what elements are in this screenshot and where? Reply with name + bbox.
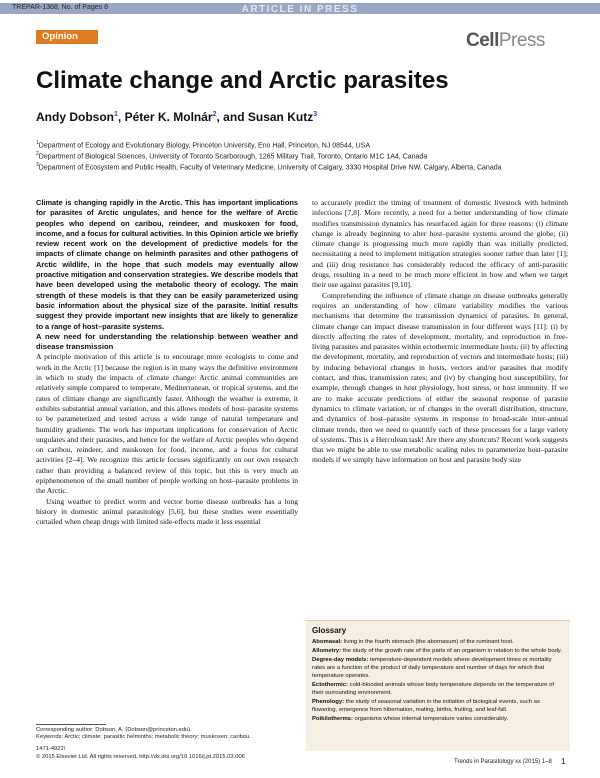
affiliation: $^3$Department of Ecosystem and Public Health, Faculty of Veterinary Medicine, University of Calgary, 3330 Hospital Drive NW, Calgary, Alberta, Canada [36, 162, 502, 172]
glossary-item: Degree-day models: temperature-dependent models where development times or mortality rates are a function of the product of daily temperature and number of days for which that temperature operates. [312, 657, 552, 679]
glossary-item: Ectothermic: cold-blooded animals whose body temperature depends on the temperature of their surrounding environment. [312, 682, 554, 696]
author-name[interactable]: Susan Kutz [247, 110, 314, 124]
body-paragraph: A principle motivation of this article is to encourage more ecologists to come and work in the Arctic [1] because the region is in many ways the definitive environment in which to study the impacts of climate change: Arctic animal communities are relatively simple compared to temperate, Mediterranean, or tropical systems, and the rates of climate change are significantly faster. Although the weather is extreme, it exhibits substantial annual variation, and this allows models of host–parasite systems to be parameterized and tested across a wide range of natural temperature and humidity gradients. The work has important implications for conservation of Arctic ungulates and their parasites, and hence for the welfare of Arctic peoples who depend on caribou, reindeer, and muskoxen for food, income, and a focus for cultural activities [2–4]. We recognize this article focuses significantly on our own research rather than providing a balanced review of this topic, but this is very much an epiphenomenon of the small number of people working on host–parasite problems in the Arctic. [36, 352, 298, 496]
copyright-doi[interactable]: © 2015 Elsevier Ltd. All rights reserved. http://dx.doi.org/10.1016/j.pt.2015.03.006 [36, 754, 245, 760]
glossary-item: Abomasal: living in the fourth stomach (the abomasum) of the ruminant host. [312, 639, 514, 645]
keywords: Keywords: Arctic; climate; parasitic helminths; metabolic theory; muskoxen; caribou. [36, 734, 251, 740]
left-column [36, 198, 298, 528]
article-title: Climate change and Arctic parasites [36, 67, 449, 94]
section-tag: Opinion [36, 30, 98, 44]
page-number: 1 [561, 757, 566, 766]
abstract: Climate is changing rapidly in the Arctic. This has important implications for parasites of Arctic ungulates, and hence for the welfare of Arctic peoples who depend on caribou, reindeer, and muskoxen for food, income, and a focus for cultural activities. In this Opinion article we briefly review recent work on the development of predictive models for the impacts of climate change on helminth parasites and other pathogens of Arctic wildlife, in the hope that such models may eventually allow proactive mitigation and conservation strategies. We describe models that have been developed using the metabolic theory of ecology. The main strength of these models is that they can be easily parameterized using basic information about the physical size of the parasite. Initial results suggest they provide important new insights that are likely to generalize to a range of host–parasite systems. [36, 198, 298, 331]
glossary-title: Glossary [312, 626, 347, 635]
issn: 1471-4922/ [36, 746, 66, 752]
body-paragraph: Comprehending the influence of climate change on disease outbreaks generally requires an understanding of how climate variability modifies the various mechanisms that determine the transmission dynamics of parasites. In general, climate change can impact disease transmission in four different ways [11]: (i) by directly affecting the rates of development, mortality, and reproduction in free-living parasites and parasites within ectothermic intermediate hosts; (ii) by affecting the development, mortality, and reproduction of vectors and intermediate hosts; (iii) by inducing behavioral changes in hosts, vectors and/or parasites that modify contact, and thus, transmission rates; and (iv) by changing host susceptibility, for example, through changes in host physiology, host stress, or host immunity. If we are to make accurate predictions of either the seasonal response of parasite dynamics to climate variation, or of changes in the overall distribution, structure, and dynamics of host–parasite systems in response to broad-scale inter-annual climate trends, then we need to quantify each of these processes for a large variety of systems. This is a Herculean task! Are there any shortcuts? Recent work suggests that we might be able to use metabolic scaling rules to parameterize host–parasite models if we simply have information on host and parasite body size [312, 290, 568, 465]
author-name[interactable]: Péter K. Molnár [124, 110, 213, 124]
body-paragraph: to accurately predict the timing of treatment of domestic livestock with helminth infections [7,8]. More recently, a need for a better understanding of how climate modifies transmission dynamics has resurfaced again for three reasons: (i) climate change is already beginning to alter host–parasite systems around the globe; (ii) climate change is progressing much more rapidly than was initially predicted, necessitating a need to implement mitigation strategies sooner rather than later [1]; and (iii) drug resistance has considerably reduced the efficacy of anti-parasitic drugs, resulting in a need to be much more efficient in how and when we target their use against parasites [9,10]. [312, 198, 568, 290]
glossary-item: Allometry: the study of the growth rate of the parts of an organism in relation to the whole body. [312, 648, 563, 654]
body-paragraph: Using weather to predict worm and vector borne disease outbreaks has a long history in domestic animal parasitology [5,6], but these studies were essentially curtailed when cheap drugs with limited side-effects made it less essential [36, 496, 298, 527]
in-press-label: ARTICLE IN PRESS [241, 4, 359, 15]
author-name[interactable]: Andy Dobson [36, 110, 114, 124]
affiliation: $^2$Department of Biological Sciences, University of Toronto Scarborough, 1265 Military Trail, Toronto, Ontario M1C 1A4, Canada [36, 151, 428, 161]
affiliation: $^1$Department of Ecology and Evolutionary Biology, Princeton University, Eno Hall, Princeton, NJ 08544, USA [36, 140, 371, 150]
publisher-logo: CellPress [466, 30, 545, 51]
glossary-item: Phenology: the study of seasonal variation in the initiation of biological events, such as flowering, emergence from hibernation, mating, births, fruiting, and leaf-fall. [312, 699, 540, 713]
journal-footer: Trends in Parasitology xx (2015) 1–8 [454, 759, 552, 765]
glossary-item: Poikilotherms: organisms whose internal temperature varies considerably. [312, 716, 509, 722]
section-heading: A new need for understanding the relationship between weather and disease transmission [36, 331, 298, 352]
right-column [312, 198, 568, 466]
footnote-divider [36, 724, 106, 725]
author-list: Andy Dobson$^1$, Péter K. Molnár$^2$, and Susan Kutz$^3$ [36, 110, 318, 124]
article-reference: TREPAR-1368; No. of Pages 8 [12, 4, 108, 11]
glossary-box [306, 620, 570, 751]
corresponding-author: Corresponding author: Dobson, A. (Dobson@princeton.edu). [36, 727, 192, 733]
